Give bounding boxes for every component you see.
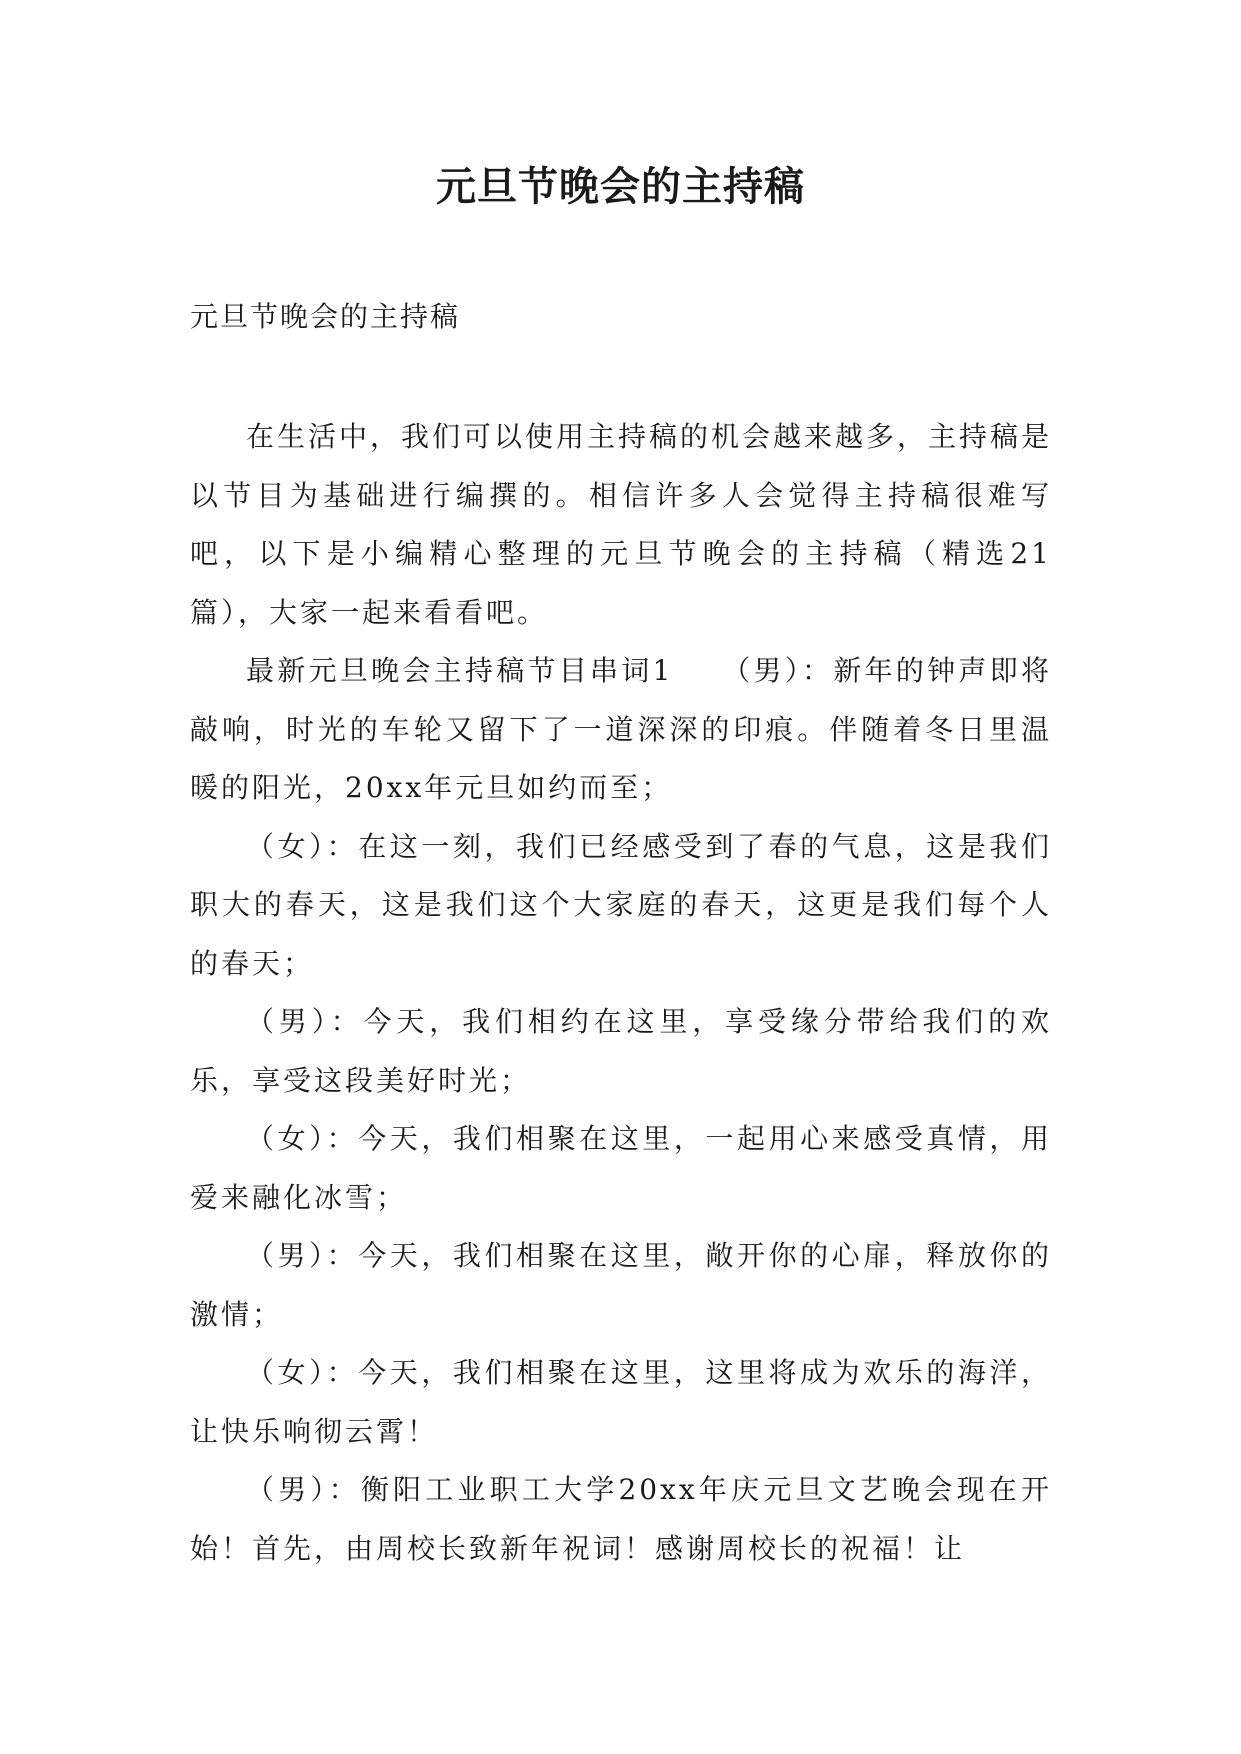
document-title: 元旦节晚会的主持稿 (436, 163, 805, 210)
paragraph: （女）：在这一刻，我们已经感受到了春的气息，这是我们职大的春天，这是我们这个大家庭的春天，这更是我们每个人的春天； (190, 829, 1052, 980)
paragraph: 最新元旦晚会主持稿节目串词1 （男）：新年的钟声即将敲响，时光的车轮又留下了一道深深的印痕。伴随着冬日里温暖的阳光，20xx年元旦如约而至； (190, 654, 1052, 804)
paragraph: （女）：今天，我们相聚在这里，一起用心来感受真情，用爱来融化冰雪； (190, 1122, 1052, 1214)
document-subtitle: 元旦节晚会的主持稿 (190, 300, 461, 333)
paragraph: （男）：今天，我们相聚在这里，敞开你的心扉，释放你的激情； (190, 1239, 1052, 1331)
document-body (190, 408, 1052, 1578)
paragraph: （男）：衡阳工业职工大学20xx年庆元旦文艺晚会现在开始！首先，由周校长致新年祝词！感谢周校长的祝福！让 (190, 1473, 1052, 1565)
paragraph: （男）：今天，我们相约在这里，享受缘分带给我们的欢乐，享受这段美好时光； (190, 1005, 1052, 1097)
paragraph: （女）：今天，我们相聚在这里，这里将成为欢乐的海洋，让快乐响彻云霄！ (190, 1356, 1052, 1448)
paragraph: 在生活中，我们可以使用主持稿的机会越来越多，主持稿是以节目为基础进行编撰的。相信许多人会觉得主持稿很难写吧，以下是小编精心整理的元旦节晚会的主持稿（精选21篇），大家一起来看看吧。 (190, 420, 1053, 629)
